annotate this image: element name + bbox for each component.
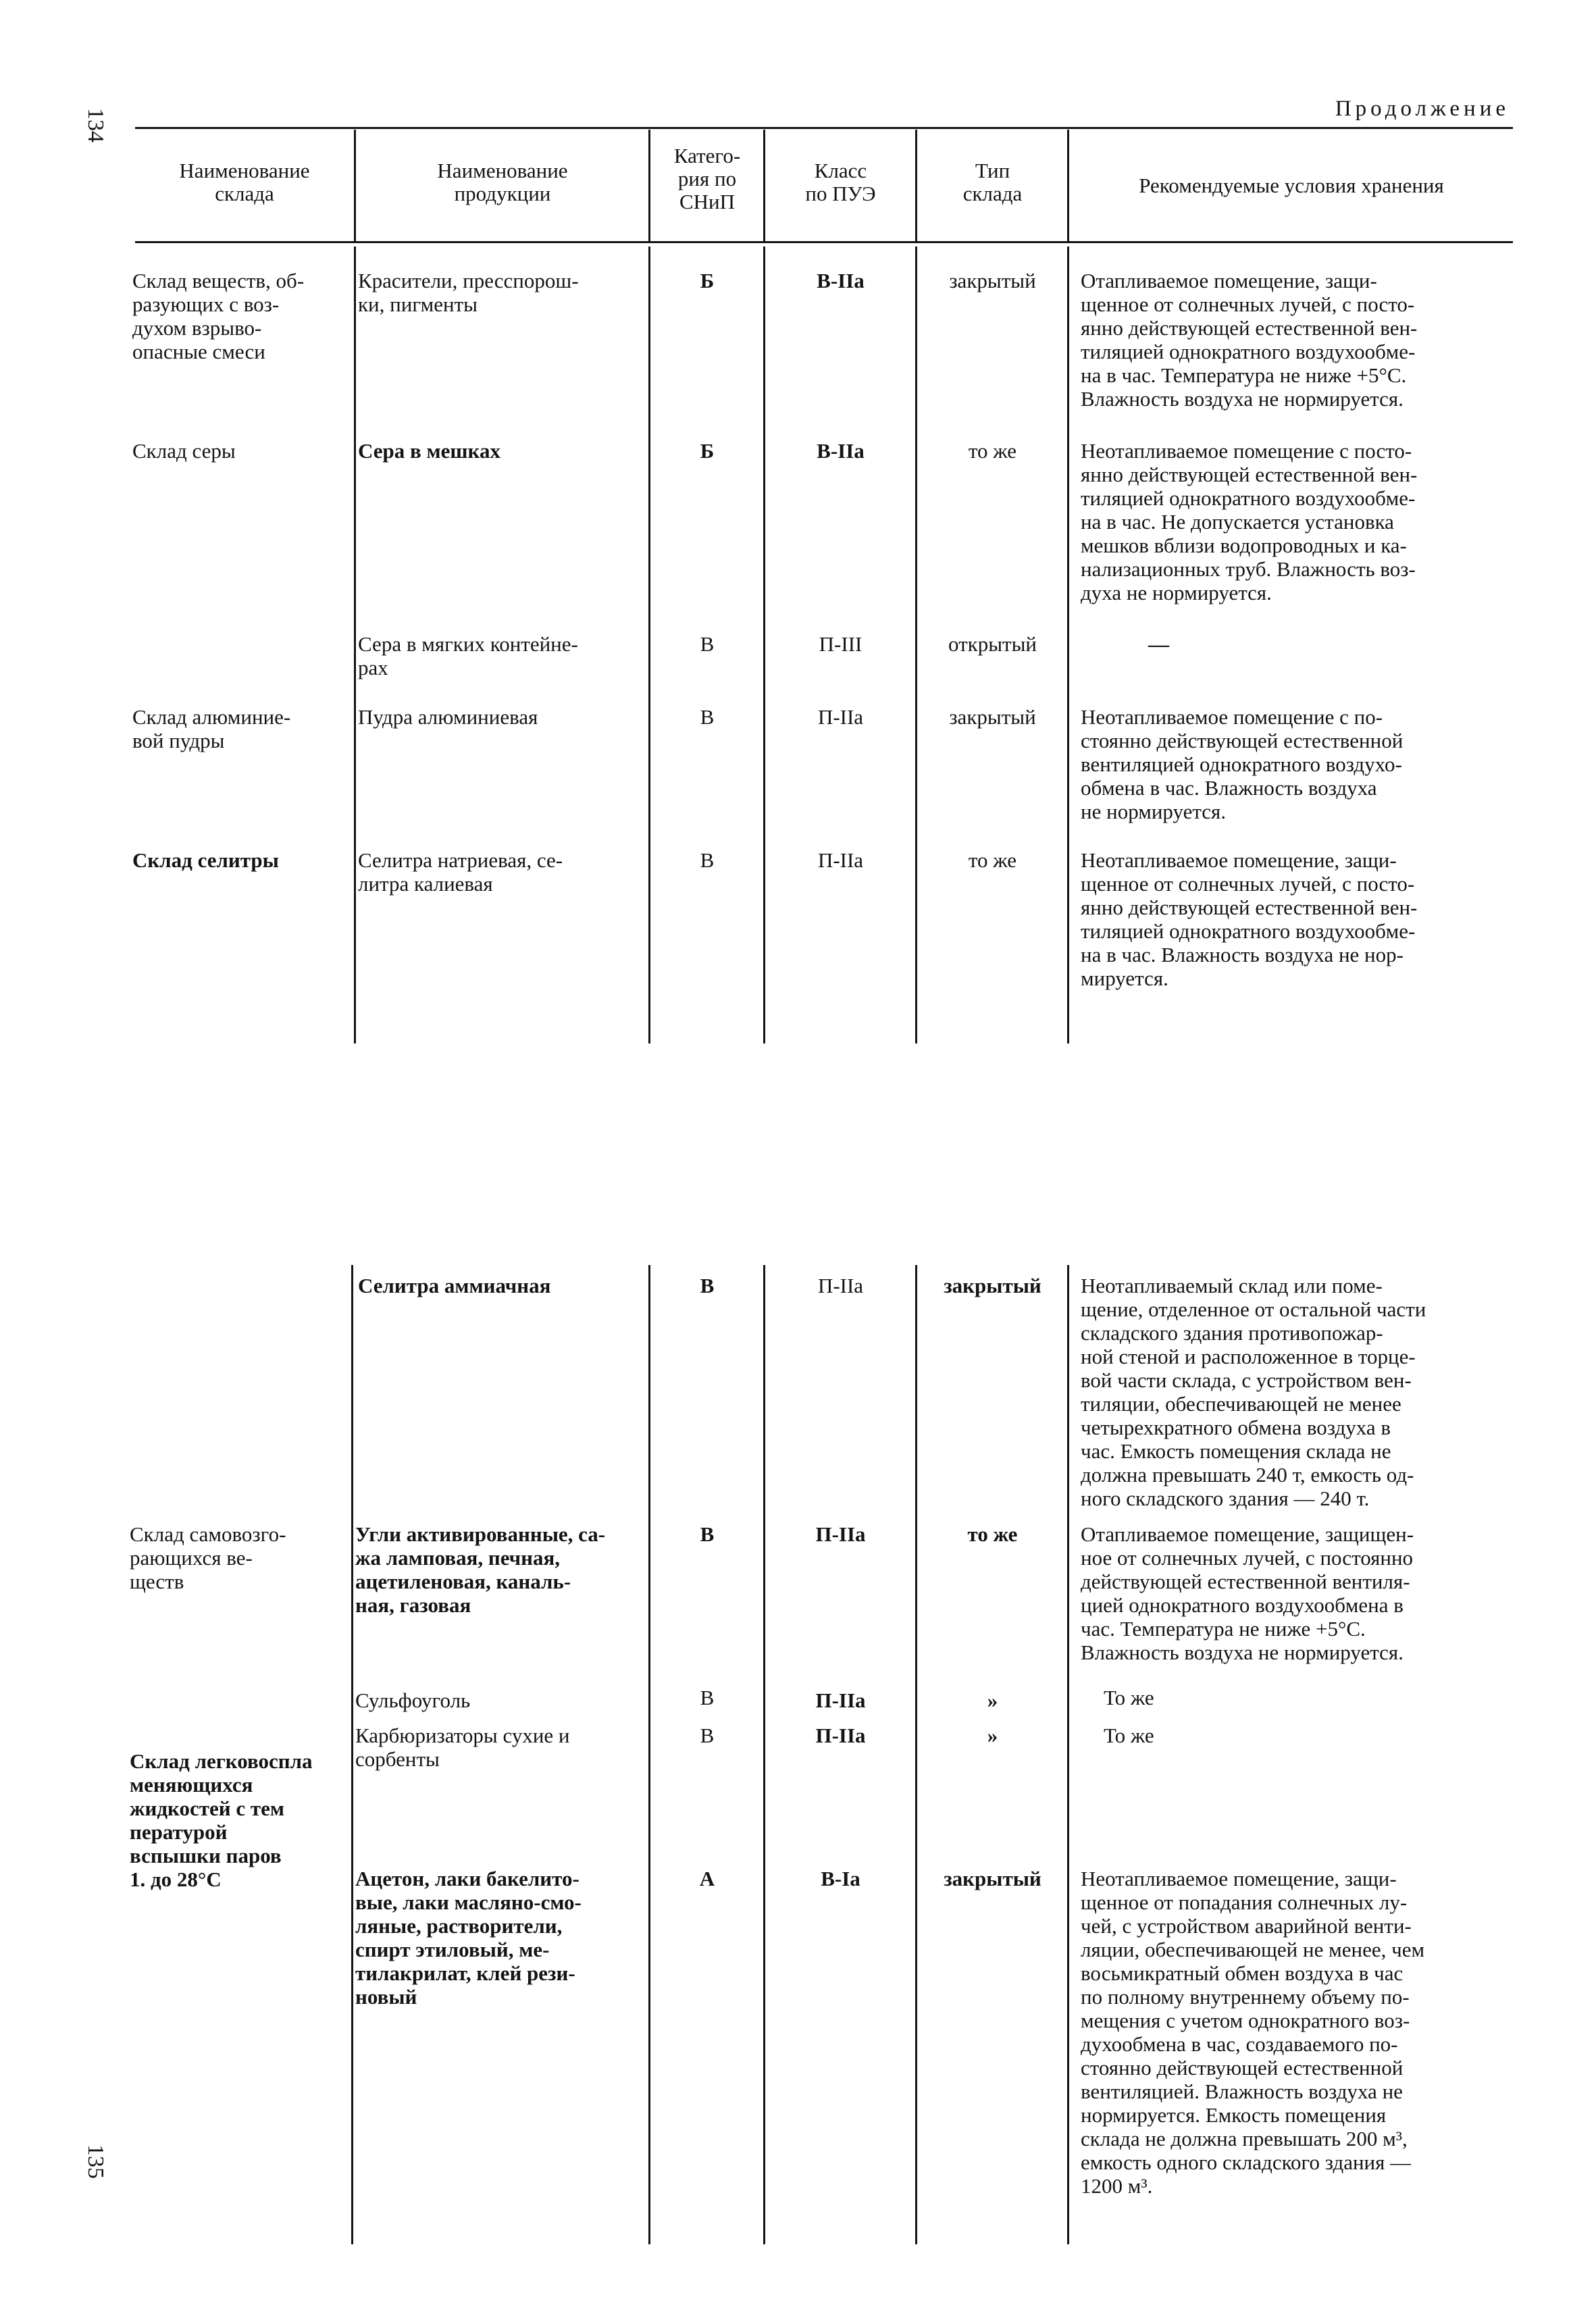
column-separator xyxy=(915,247,917,1043)
table-row-6-category: В xyxy=(700,1522,715,1546)
table-row-3-warehouse: Склад алюминие- вой пудры xyxy=(132,705,291,752)
header-conditions: Рекомендуемые условия хранения xyxy=(1139,174,1444,197)
table-row-9-class: В-Iа xyxy=(821,1867,860,1890)
table-row-5-category: В xyxy=(700,1274,715,1297)
table-row-9-category: А xyxy=(699,1867,715,1890)
table-row-4-conditions: Неотапливаемое помещение, защи- щенное от солнечных лучей, с посто- янно действующей естественной вен- тиляцией однократного воздухообме- на в час. Влажность воздуха не нор- мируется. xyxy=(1081,848,1418,990)
table-row-4-class: П-IIа xyxy=(817,848,864,872)
table-row-7-conditions: То же xyxy=(1104,1686,1154,1709)
table-row-7-category: В xyxy=(700,1686,715,1709)
table-row-4-warehouse: Склад селитры xyxy=(132,848,279,872)
page-number-top: 134 xyxy=(83,108,108,143)
table-row-5-product: Селитра аммиачная xyxy=(358,1274,551,1297)
table-row-4-type: то же xyxy=(968,848,1017,872)
table-row-0-product: Красители, пресспорош- ки, пигменты xyxy=(358,269,579,316)
header-bottom-rule xyxy=(135,241,1513,243)
header-separator xyxy=(354,130,356,241)
header-separator xyxy=(1067,130,1069,241)
table-row-8-type: » xyxy=(987,1724,998,1747)
table-row-1-warehouse: Склад серы xyxy=(132,439,236,463)
table-row-0-type: закрытый xyxy=(949,269,1036,292)
table-row-8-class: П-IIа xyxy=(815,1724,866,1747)
table-row-7-type: » xyxy=(987,1688,998,1712)
table-row-1-product: Сера в мешках xyxy=(358,439,500,463)
table-row-6-class: П-IIа xyxy=(815,1522,866,1546)
table-row-0-warehouse: Склад веществ, об- разующих с воз- духом взрыво- опасные смеси xyxy=(132,269,305,363)
table-row-6-product: Угли активированные, са- жа ламповая, печная, ацетиленовая, каналь- ная, газовая xyxy=(355,1522,606,1617)
column-separator xyxy=(763,1265,765,2244)
table-row-6-conditions: Отапливаемое помещение, защищен- ное от солнечных лучей, с постоянно действующей естественной вентиля- цией однократного воздухообмена в час. Температура не ниже +5°С. Влажность воздуха не нормируется. xyxy=(1081,1522,1414,1664)
column-separator xyxy=(648,1265,650,2244)
header-product-name: Наименование продукции xyxy=(437,159,568,205)
table-row-6-type: то же xyxy=(967,1522,1018,1546)
table-row-8-warehouse: Склад легковоспла меняющихся жидкостей с тем пературой вспышки паров 1. до 28°С xyxy=(130,1749,313,1891)
table-row-2-product: Сера в мягких контейне- рах xyxy=(358,632,578,679)
header-separator xyxy=(763,130,765,241)
header-top-rule xyxy=(135,127,1513,129)
table-row-2-class: П-III xyxy=(819,632,863,656)
table-row-1-type: то же xyxy=(968,439,1017,463)
table-row-0-conditions: Отапливаемое помещение, защи- щенное от солнечных лучей, с посто- янно действующей естественной вен- тиляцией однократного воздухообме- на в час. Температура не ниже +5°С. Влажность воздуха не нормируется. xyxy=(1081,269,1418,411)
column-separator xyxy=(763,247,765,1043)
continuation-label: Продолжение xyxy=(1335,97,1510,121)
table-row-2-conditions: — xyxy=(1148,632,1169,656)
column-separator xyxy=(915,1265,917,2244)
header-category: Катего- рия по СНиП xyxy=(673,144,741,213)
table-row-2-type: открытый xyxy=(948,632,1037,656)
table-row-9-conditions: Неотапливаемое помещение, защи- щенное от попадания солнечных лу- чей, с устройством аварийной венти- ляции, обеспечивающей не менее, чем восьмикратный обмен воздуха в час по полному внутреннему объему по- мещения с учетом однократного воз- духообмена в час, создаваемого по- стоянно действующей естественной вентиляцией. Влажность воздуха не нормируется. Емкость помещения склада не должна превышать 200 м³, емкость одного складского здания — 1200 м³. xyxy=(1081,1867,1425,2198)
table-row-4-product: Селитра натриевая, се- литра калиевая xyxy=(358,848,563,896)
table-row-3-product: Пудра алюминиевая xyxy=(358,705,538,729)
column-separator xyxy=(354,247,356,1043)
header-separator xyxy=(915,130,917,241)
table-row-3-conditions: Неотапливаемое помещение с по- стоянно действующей естественной вентиляцией однократного воздухо- обмена в час. Влажность воздуха не нормируется. xyxy=(1081,705,1404,823)
column-separator xyxy=(1067,247,1069,1043)
table-row-5-class: П-IIа xyxy=(817,1274,864,1297)
header-type: Тип склада xyxy=(962,159,1023,205)
table-row-3-category: В xyxy=(700,705,715,729)
table-row-8-conditions: То же xyxy=(1104,1724,1154,1747)
table-row-0-category: Б xyxy=(700,269,715,292)
table-row-6-warehouse: Склад самовозго- рающихся ве- ществ xyxy=(130,1522,286,1593)
page-number-bottom: 135 xyxy=(83,2144,108,2179)
table-row-2-category: В xyxy=(700,632,715,656)
table-row-8-product: Карбюризаторы сухие и сорбенты xyxy=(355,1724,570,1771)
table-row-8-category: В xyxy=(700,1724,715,1747)
table-row-0-class: В-IIа xyxy=(817,269,865,292)
header-warehouse-name: Наименование склада xyxy=(179,159,310,205)
column-separator xyxy=(1067,1265,1069,2244)
table-row-3-class: П-IIа xyxy=(817,705,864,729)
table-row-9-product: Ацетон, лаки бакелито- вые, лаки масляно-смо- ляные, растворители, спирт этиловый, ме- тилакрилат, клей рези- новый xyxy=(355,1867,582,2009)
table-row-1-class: В-IIа xyxy=(817,439,865,463)
table-row-1-conditions: Неотапливаемое помещение с посто- янно действующей естественной вен- тиляцией однократного воздухообме- на в час. Не допускается установка мешков вблизи водопроводных и ка- нализационных труб. Влажность воз- духа не нормируется. xyxy=(1081,439,1418,604)
table-row-4-category: В xyxy=(700,848,715,872)
table-row-3-type: закрытый xyxy=(949,705,1036,729)
table-row-9-type: закрытый xyxy=(944,1867,1041,1890)
column-separator xyxy=(648,247,650,1043)
table-row-7-product: Сульфоуголь xyxy=(355,1688,471,1712)
table-row-1-category: Б xyxy=(700,439,715,463)
table-row-5-conditions: Неотапливаемый склад или поме- щение, отделенное от остальной части складского здания противопожар- ной стеной и расположенное в торце- вой части склада, с устройством вен- тиляции, обеспечивающей не менее четырехкратного обмена воздуха в час. Емкость помещения склада не должна превышать 240 т, емкость од- ного складского здания — 240 т. xyxy=(1081,1274,1426,1510)
header-class: Класс по ПУЭ xyxy=(805,159,876,205)
header-separator xyxy=(648,130,650,241)
table-row-5-type: закрытый xyxy=(944,1274,1041,1297)
table-row-7-class: П-IIа xyxy=(815,1688,866,1712)
